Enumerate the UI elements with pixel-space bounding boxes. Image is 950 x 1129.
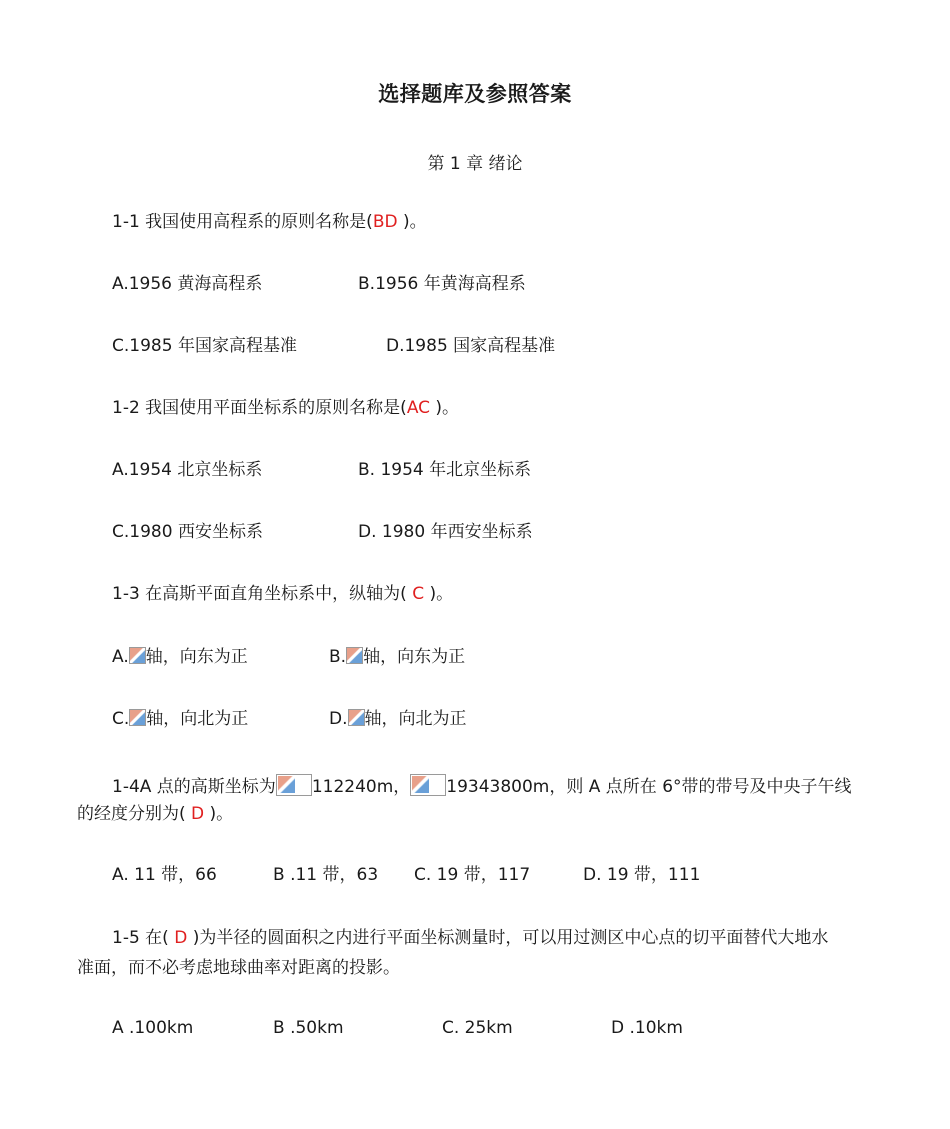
answer: D [191, 804, 205, 824]
question-1-1-stem [112, 211, 427, 233]
question-1-2-stem [112, 397, 459, 419]
stem-text: )为半径的圆面积之内进行平面坐标测量时，可以用过测区中心点的切平面替代大地水 [187, 928, 829, 948]
option-c: C.1980 西安坐标系 [112, 522, 263, 542]
option-a: A .100km [112, 1018, 194, 1038]
option-c: C.1985 年国家高程基准 [112, 336, 297, 356]
option-c: C. 25km [442, 1018, 513, 1038]
stem-text: 1-1 我国使用高程系的原则名称是( [112, 212, 373, 232]
broken-image-icon [348, 709, 365, 726]
option-d: D .10km [611, 1018, 683, 1038]
question-1-5-stem [112, 927, 828, 949]
option-letter: D. [329, 709, 348, 729]
answer: AC [406, 398, 431, 418]
option-text: 轴，向北为正 [146, 709, 249, 729]
broken-image-icon [410, 774, 446, 796]
broken-image-icon [129, 647, 146, 664]
option-d: D. 1980 年西安坐标系 [358, 522, 533, 542]
option-a: A.1956 黄海高程系 [112, 274, 263, 294]
page-title: 选择题库及参照答案 [378, 82, 572, 106]
option-text: 轴，向东为正 [363, 647, 466, 667]
stem-text: 1-3 在高斯平面直角坐标系中，纵轴为( [112, 584, 413, 604]
option-c: C. 19 带，117 [414, 865, 531, 885]
stem-text: )。 [204, 804, 234, 824]
option-b: B. 1954 年北京坐标系 [358, 460, 532, 480]
stem-text: 1-5 在( [112, 928, 175, 948]
question-1-4-stem-continued [77, 803, 233, 825]
broken-image-icon [346, 647, 363, 664]
answer: D [174, 928, 188, 948]
question-1-3-stem [112, 583, 453, 605]
stem-text: 的经度分别为( [77, 804, 192, 824]
answer: BD [372, 212, 398, 232]
stem-text: )。 [430, 398, 460, 418]
option-b: B .11 带，63 [273, 865, 379, 885]
option-letter: C. [112, 709, 130, 729]
stem-text: )。 [397, 212, 427, 232]
question-1-5-stem-continued: 准面，而不必考虑地球曲率对距离的投影。 [77, 958, 400, 978]
option-d [329, 708, 467, 730]
question-1-4-stem [112, 774, 852, 798]
option-text: 轴，向东为正 [145, 647, 248, 667]
stem-text: )。 [424, 584, 454, 604]
option-b: B .50km [273, 1018, 344, 1038]
chapter-heading: 第 1 章 绪论 [427, 154, 523, 174]
option-text: 轴，向北为正 [364, 709, 467, 729]
stem-text: 1-4A 点的高斯坐标为 [112, 777, 276, 797]
broken-image-icon [276, 774, 312, 796]
stem-text: 1-2 我国使用平面坐标系的原则名称是( [112, 398, 407, 418]
option-c [112, 708, 248, 730]
broken-image-icon [129, 709, 146, 726]
option-letter: B. [329, 647, 347, 667]
option-a: A. 11 带，66 [112, 865, 217, 885]
stem-text: 19343800m，则 A 点所在 6°带的带号及中央子午线 [446, 777, 852, 797]
option-a: A.1954 北京坐标系 [112, 460, 263, 480]
option-a [112, 646, 248, 668]
option-d: D.1985 国家高程基准 [386, 336, 556, 356]
option-b [329, 646, 465, 668]
answer: C [412, 584, 425, 604]
stem-text: 112240m， [311, 777, 411, 797]
option-letter: A. [112, 647, 129, 667]
option-d: D. 19 带，111 [583, 865, 701, 885]
option-b: B.1956 年黄海高程系 [358, 274, 526, 294]
